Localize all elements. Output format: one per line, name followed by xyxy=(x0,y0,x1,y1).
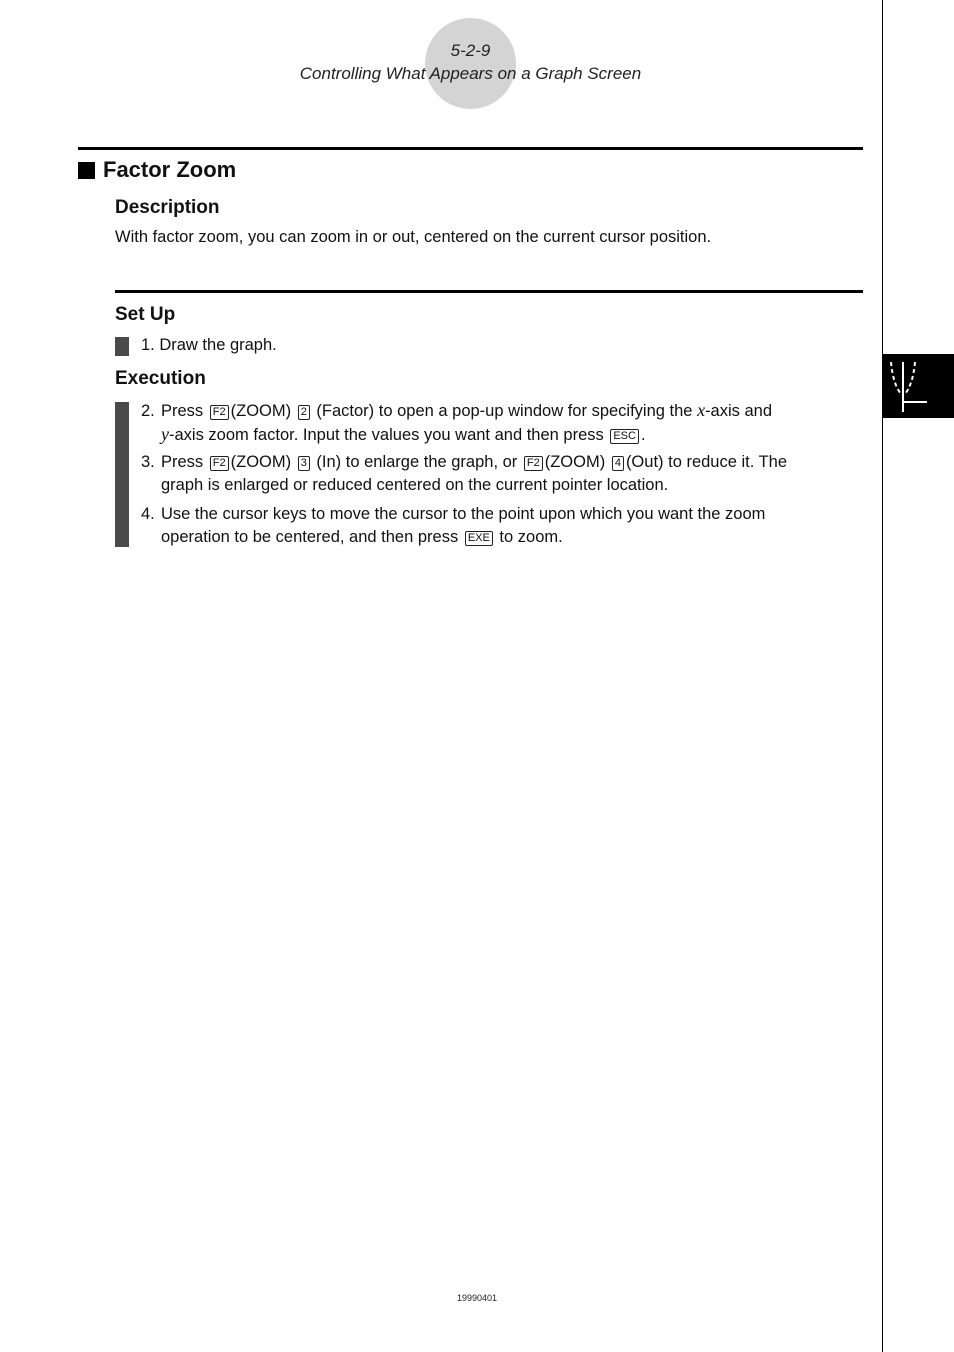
graph-curve-icon xyxy=(883,354,954,418)
setup-heading: Set Up xyxy=(115,304,176,325)
f2-key: F2 xyxy=(524,456,543,471)
execution-step-bar xyxy=(115,402,129,547)
chapter-tab xyxy=(883,354,954,418)
4-key: 4 xyxy=(612,456,624,471)
footer-code: 19990401 xyxy=(456,1293,498,1303)
execution-step-2: 2. Press F2 (ZOOM) 2 (Factor) to open a pop-up window for specifying the x-axis and y-axis zoom factor. Input the values you want and then press ESC . xyxy=(141,400,773,444)
page-number: 5-2-9 xyxy=(450,41,491,60)
exe-key: EXE xyxy=(465,531,493,546)
description-heading: Description xyxy=(115,197,220,218)
setup-step-1: 1. Draw the graph. xyxy=(141,336,277,354)
margin-line xyxy=(882,0,883,1352)
setup-rule xyxy=(115,290,863,293)
setup-step-bar xyxy=(115,337,129,356)
execution-step-4: 4. Use the cursor keys to move the cursor to the point upon which you want the zoom operation to be centered, and then press EXE to zoom. xyxy=(141,505,766,546)
execution-step-3: 3. Press F2 (ZOOM) 3 (In) to enlarge the graph, or F2 (ZOOM) 4 (Out) to reduce it. The graph is enlarged or reduced centered on the current pointer location. xyxy=(141,453,788,494)
square-bullet-icon xyxy=(78,162,95,179)
description-text: With factor zoom, you can zoom in or out, centered on the current cursor position. xyxy=(115,228,712,246)
esc-key: ESC xyxy=(610,429,639,444)
execution-heading: Execution xyxy=(115,368,206,389)
section-title-text: Factor Zoom xyxy=(103,157,237,182)
f2-key: F2 xyxy=(210,405,229,420)
f2-key: F2 xyxy=(210,456,229,471)
2-key: 2 xyxy=(298,405,310,420)
header-title: Controlling What Appears on a Graph Screen xyxy=(299,64,642,83)
section-rule xyxy=(78,147,863,150)
section-title xyxy=(78,157,236,183)
3-key: 3 xyxy=(298,456,310,471)
